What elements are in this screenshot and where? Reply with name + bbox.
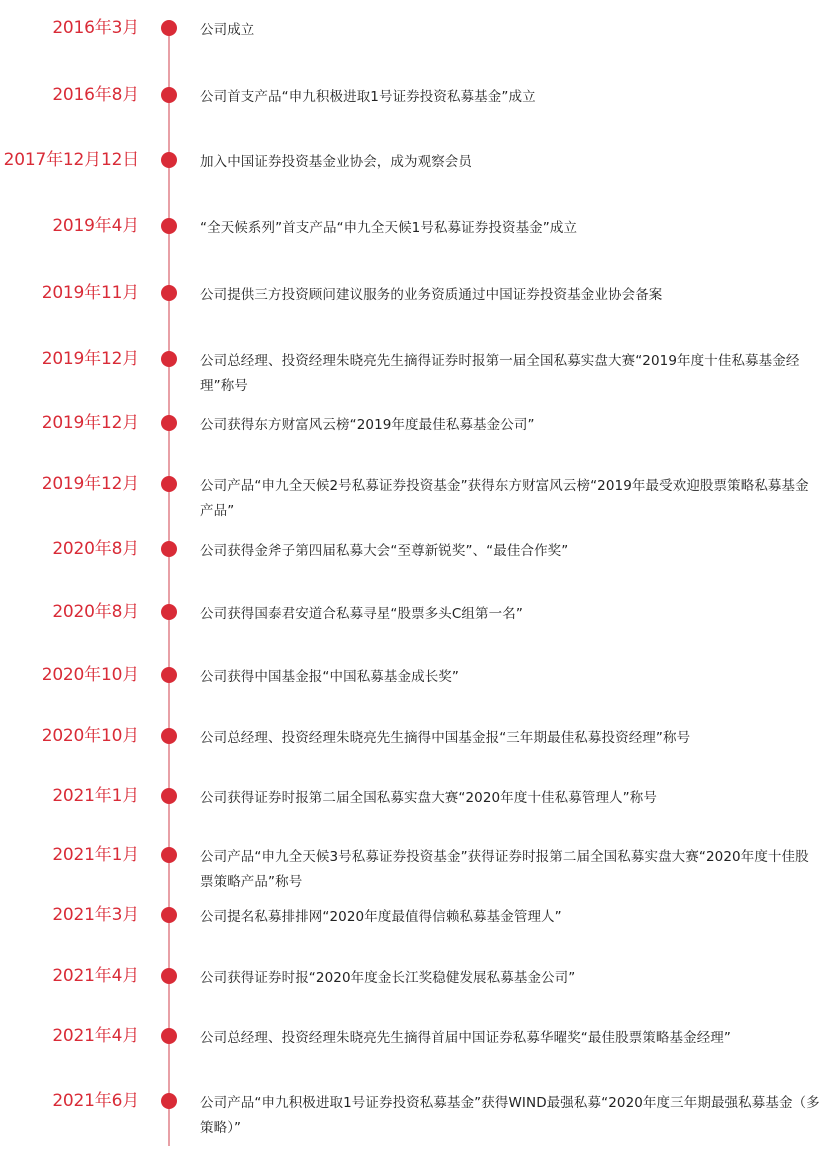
timeline-dot [161, 604, 177, 620]
timeline-dot [161, 152, 177, 168]
timeline-date: 2019年12月 [41, 413, 139, 433]
timeline-event-text: 公司产品“申九积极进取1号证券投资私募基金”获得WIND最强私募“2020年度三年期最强私募基金（多策略）” [200, 1095, 820, 1136]
timeline-item [0, 85, 830, 129]
timeline-event-text: 加入中国证券投资基金业协会，成为观察会员 [200, 154, 472, 170]
timeline-event-text: 公司总经理、投资经理朱晓亮先生摘得证券时报第一届全国私募实盘大赛“2019年度十佳私募基金经理”称号 [200, 353, 800, 394]
timeline-event-text: 公司总经理、投资经理朱晓亮先生摘得首届中国证券私募华曜奖“最佳股票策略基金经理” [200, 1030, 731, 1046]
timeline-item [0, 474, 830, 518]
timeline-dot [161, 285, 177, 301]
timeline-event-text: 公司获得国泰君安道合私募寻星“股票多头C组第一名” [200, 606, 523, 622]
timeline-date: 2020年10月 [41, 726, 139, 746]
timeline-item [0, 726, 830, 770]
timeline-item [0, 413, 830, 457]
timeline-item [0, 966, 830, 1010]
timeline-item [0, 905, 830, 949]
timeline-date: 2021年3月 [52, 905, 139, 925]
timeline-date: 2019年4月 [52, 216, 139, 236]
timeline-event-text: 公司获得证券时报第二届全国私募实盘大赛“2020年度十佳私募管理人”称号 [200, 790, 657, 806]
timeline-dot [161, 415, 177, 431]
timeline-date: 2019年12月 [41, 474, 139, 494]
timeline-item [0, 1026, 830, 1070]
timeline-date: 2021年4月 [52, 1026, 139, 1046]
timeline-event-text: “全天候系列”首支产品“申九全天候1号私募证券投资基金”成立 [200, 220, 578, 236]
timeline-dot [161, 788, 177, 804]
timeline-date: 2019年11月 [41, 283, 139, 303]
timeline-event-text: 公司总经理、投资经理朱晓亮先生摘得中国基金报“三年期最佳私募投资经理”称号 [200, 730, 691, 746]
timeline-dot [161, 87, 177, 103]
timeline-event-text: 公司获得金斧子第四届私募大会“至尊新锐奖”、“最佳合作奖” [200, 543, 569, 559]
timeline-date: 2021年1月 [52, 845, 139, 865]
timeline-item [0, 216, 830, 260]
timeline-item [0, 786, 830, 830]
timeline-event-text: 公司获得中国基金报“中国私募基金成长奖” [200, 669, 459, 685]
timeline-event-text: 公司提名私募排排网“2020年度最值得信赖私募基金管理人” [200, 909, 562, 925]
timeline-date: 2016年3月 [52, 18, 139, 38]
timeline-date: 2016年8月 [52, 85, 139, 105]
timeline-item [0, 283, 830, 327]
timeline-dot [161, 1028, 177, 1044]
timeline-dot [161, 1093, 177, 1109]
timeline-event-text: 公司成立 [200, 22, 255, 38]
timeline-event-text: 公司产品“申九全天候2号私募证券投资基金”获得东方财富风云榜“2019年最受欢迎股票策略私募基金产品” [200, 478, 809, 519]
timeline-event-text: 公司获得东方财富风云榜“2019年度最佳私募基金公司” [200, 417, 535, 433]
timeline-item [0, 150, 830, 194]
timeline-date: 2021年6月 [52, 1091, 139, 1111]
timeline-item [0, 18, 830, 62]
timeline-dot [161, 541, 177, 557]
timeline-item [0, 539, 830, 583]
timeline-event-text: 公司提供三方投资顾问建议服务的业务资质通过中国证券投资基金业协会备案 [200, 287, 663, 303]
timeline-dot [161, 218, 177, 234]
timeline-dot [161, 907, 177, 923]
timeline-item [0, 845, 830, 889]
timeline-item [0, 349, 830, 393]
timeline-item [0, 602, 830, 646]
timeline-dot [161, 968, 177, 984]
timeline-event-text: 公司产品“申九全天候3号私募证券投资基金”获得证券时报第二届全国私募实盘大赛“2020年度十佳股票策略产品”称号 [200, 849, 809, 890]
timeline-dot [161, 847, 177, 863]
timeline-item [0, 1091, 830, 1135]
timeline-dot [161, 728, 177, 744]
timeline-date: 2020年8月 [52, 539, 139, 559]
timeline-event-text: 公司首支产品“申九积极进取1号证券投资私募基金”成立 [200, 89, 536, 105]
timeline-date: 2021年4月 [52, 966, 139, 986]
timeline-item [0, 665, 830, 709]
timeline-dot [161, 667, 177, 683]
timeline-date: 2019年12月 [41, 349, 139, 369]
timeline-date: 2020年8月 [52, 602, 139, 622]
timeline-dot [161, 20, 177, 36]
timeline-date: 2017年12月12日 [3, 150, 139, 170]
timeline-date: 2020年10月 [41, 665, 139, 685]
timeline-date: 2021年1月 [52, 786, 139, 806]
timeline-dot [161, 476, 177, 492]
timeline-dot [161, 351, 177, 367]
timeline-event-text: 公司获得证券时报“2020年度金长江奖稳健发展私募基金公司” [200, 970, 576, 986]
